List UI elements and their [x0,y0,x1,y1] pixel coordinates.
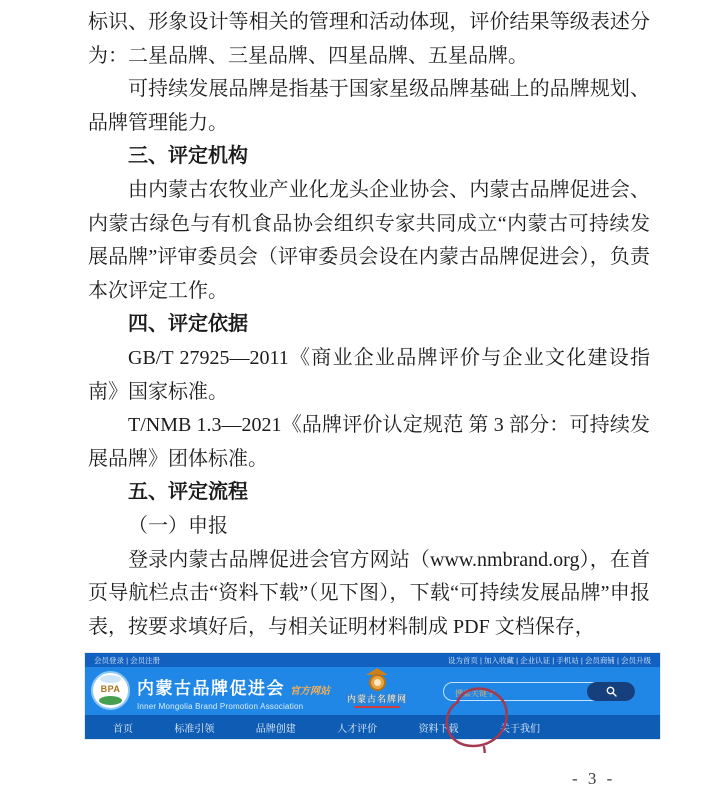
website-screenshot-figure [85,653,660,739]
mingpai-badge [333,668,421,708]
utility-links: 设为首页 | 加入收藏 | 企业认证 | 手机站 | 会员商铺 | 会员升级 [447,655,651,665]
paragraph-continuation: 标识、形象设计等相关的管理和活动体现，评价结果等级表述分为：二星品牌、三星品牌、四星品牌、五星品牌。 [88,11,650,67]
paragraph: 可持续发展品牌是指基于国家星级品牌基础上的品牌规划、品牌管理能力。 [88,78,650,134]
logo-green-arc [99,696,122,705]
nav-item-home: 首页 [113,723,133,735]
member-login-links: 会员登录 | 会员注册 [94,655,161,665]
site-topbar [85,653,660,667]
subsection-heading: （一）申报 [128,514,228,537]
badge-label: 内蒙古名牌网 [346,694,407,704]
nav-item-brand-creation: 品牌创建 [255,723,296,735]
section-heading-5: 五、评定流程 [128,481,248,504]
paragraph: T/NMB 1.3—2021《品牌评价认定规范 第 3 部分：可持续发展品牌》团体标准。 [88,414,650,470]
badge-medal-icon [369,674,386,691]
logo-bpa-text: BPA [100,684,121,694]
site-title-suffix: 官方网站 [290,686,330,697]
section-heading-3: 三、评定机构 [128,145,248,168]
paragraph: 由内蒙古农牧业产业化龙头企业协会、内蒙古品牌促进会、内蒙古绿色与有机食品协会组织专家共同成立“内蒙古可持续发展品牌”评审委员会（评审委员会设在内蒙古品牌促进会），负责本次评定工作。 [88,178,650,302]
site-navbar [85,715,660,739]
search-button [587,682,635,701]
search-box [443,682,635,701]
badge-red-caption [354,706,400,708]
paragraph: GB/T 27925—2011《商业企业品牌评价与企业文化建设指南》国家标准。 [88,346,650,403]
nav-item-downloads: 资料下载 [418,723,459,735]
bpa-logo-icon [91,671,130,710]
site-header [85,667,660,715]
nav-item-about: 关于我们 [499,723,540,735]
site-subtitle-en: Inner Mongolia Brand Promotion Association [137,702,304,711]
logo-arc-decoration [100,675,121,683]
nav-item-standards: 标准引领 [174,723,215,735]
search-icon [606,686,617,697]
site-brand [137,674,330,711]
paragraph: 登录内蒙古品牌促进会官方网站（www.nmbrand.org），在首页导航栏点击“资料下载”（见下图），下载“可持续发展品牌”申报表，按要求填好后，与相关证明材料制成 PDF 文档保存， [88,548,650,638]
site-title: 内蒙古品牌促进会 [137,679,285,698]
section-heading-4: 四、评定依据 [128,313,248,336]
page-number: - 3 - [572,769,616,788]
document-page [88,6,650,644]
nav-item-talent-evaluation: 人才评价 [337,723,378,735]
